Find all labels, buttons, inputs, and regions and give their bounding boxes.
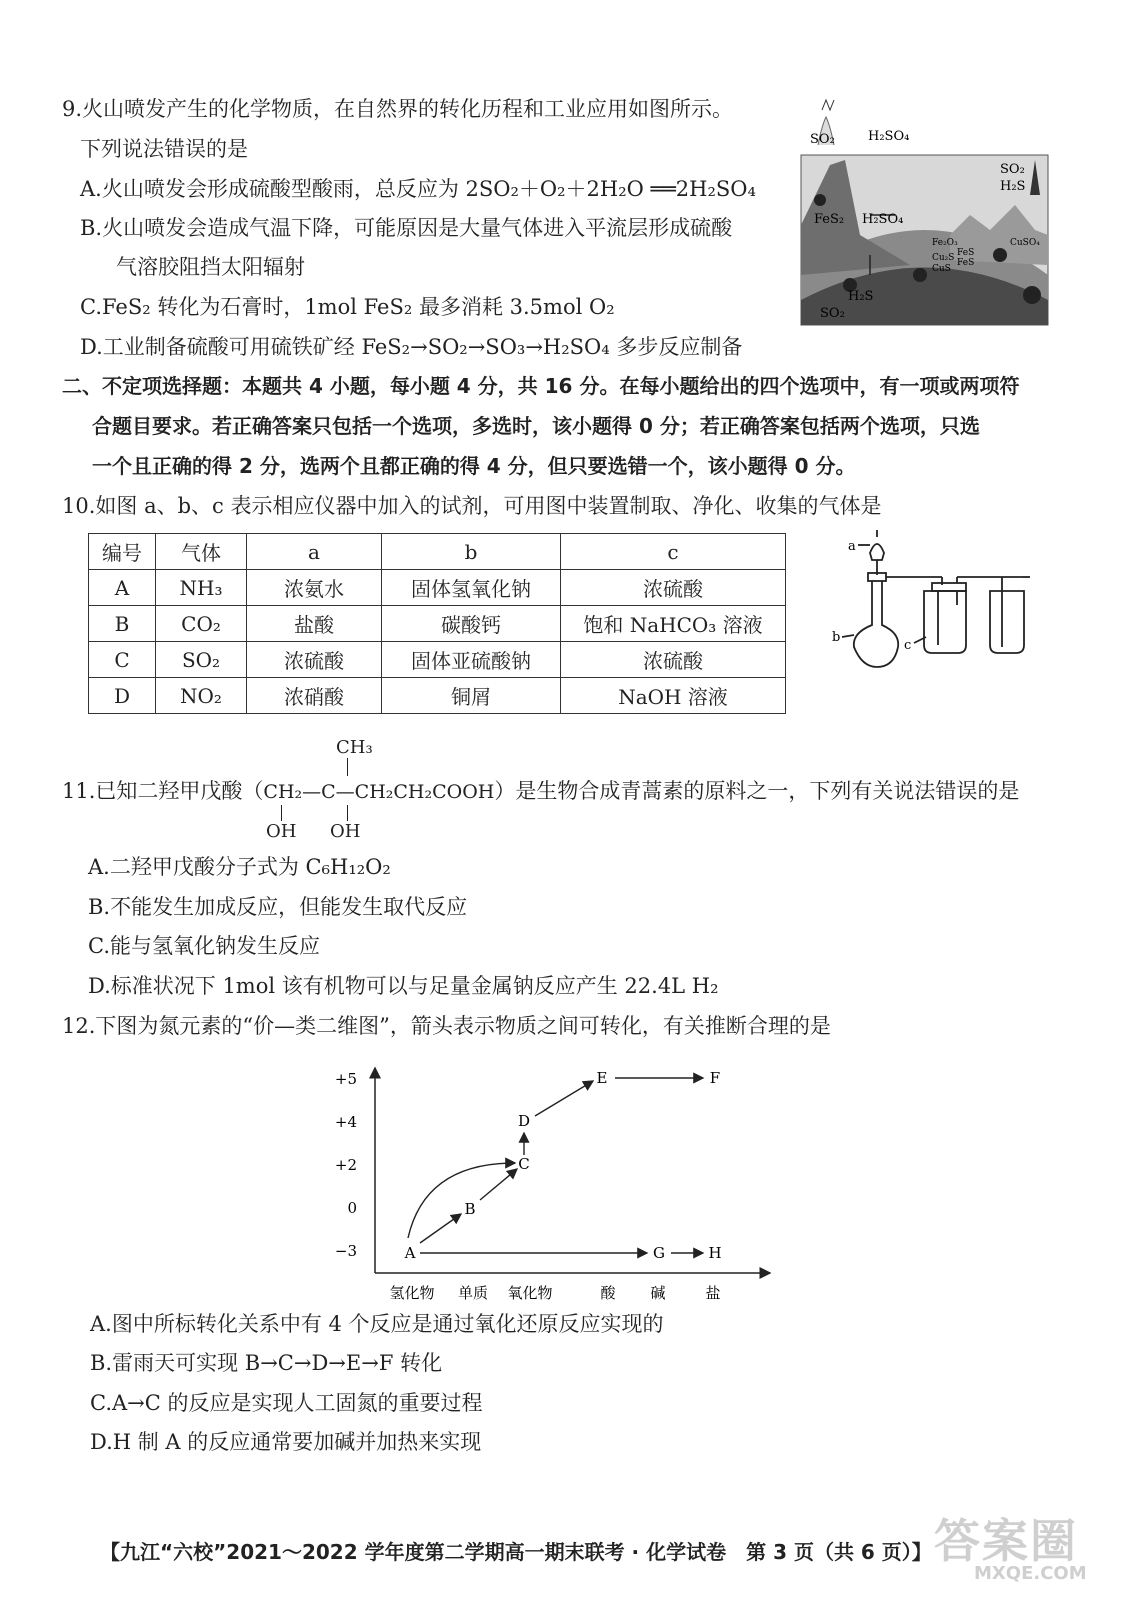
x-tick: 氧化物 — [507, 1284, 553, 1302]
q12-option-c: C.A→C 的反应是实现人工固氮的重要过程 — [90, 1391, 483, 1415]
label-h2so4-top: H₂SO₄ — [868, 129, 910, 144]
header-cell: a — [247, 534, 382, 570]
y-tick: 0 — [347, 1199, 357, 1217]
table-cell: A — [89, 570, 156, 606]
label-c: c — [904, 638, 912, 653]
table-cell: CO₂ — [156, 606, 247, 642]
y-tick: +4 — [334, 1113, 357, 1131]
label-so2-right: SO₂ — [1000, 162, 1025, 177]
table-cell: 盐酸 — [247, 606, 382, 642]
table-cell: 固体亚硫酸钠 — [382, 642, 561, 678]
table-cell: 浓硝酸 — [247, 678, 382, 714]
table-cell: NH₃ — [156, 570, 247, 606]
table-header-row — [89, 534, 786, 570]
table-row — [89, 606, 786, 642]
label-cus: CuS — [932, 264, 951, 274]
label-a: a — [848, 539, 856, 554]
page-footer: 【九江“六校”2021～2022 学年度第二学期高一期末联考 · 化学试卷 第 3 页（共 6 页）】 — [100, 1540, 932, 1564]
table-cell: C — [89, 642, 156, 678]
section2-line2: 合题目要求。若正确答案只包括一个选项，多选时，该小题得 0 分；若正确答案包括两个选项，只选 — [92, 414, 980, 438]
table-row — [89, 678, 786, 714]
label-fe2o3: Fe₂O₃ — [932, 238, 958, 248]
x-tick: 氢化物 — [389, 1284, 435, 1302]
q9-option-b: B.火山喷发会造成气温下降，可能原因是大量气体进入平流层形成硫酸 — [80, 216, 733, 240]
emphasis-dots: 错误 — [164, 137, 206, 161]
emphasis-dots: 错误 — [935, 779, 978, 803]
x-tick: 单质 — [457, 1284, 489, 1302]
q10-stem: 10.如图 a、b、c 表示相应仪器中加入的试剂，可用图中装置制取、净化、收集的气体是 — [62, 494, 882, 518]
q11-option-d: D.标准状况下 1mol 该有机物可以与足量金属钠反应产生 22.4L H₂ — [88, 974, 719, 998]
table-cell: 浓硫酸 — [561, 570, 786, 606]
table-cell: 铜屑 — [382, 678, 561, 714]
point-H: H — [708, 1244, 722, 1262]
formula-main: CH₂—C—CH₂CH₂COOH — [263, 781, 495, 803]
point-F: F — [709, 1069, 721, 1087]
arrow-D-E — [535, 1081, 593, 1116]
header-cell: 编号 — [89, 534, 156, 570]
label-b: b — [832, 630, 841, 645]
arrow-A-B — [420, 1214, 461, 1243]
header-cell: b — [382, 534, 561, 570]
point-A: A — [404, 1244, 416, 1262]
label-fes2: FeS₂ — [814, 212, 845, 227]
x-tick: 酸 — [600, 1284, 616, 1302]
table-cell: NaOH 溶液 — [561, 678, 786, 714]
table-cell: 浓硫酸 — [561, 642, 786, 678]
label-fes-b: FeS — [957, 258, 975, 268]
arrow-A-C — [408, 1163, 515, 1238]
apparatus-figure — [832, 525, 1042, 670]
formula-bond-up — [347, 758, 348, 776]
label-cu2s: Cu₂S — [932, 253, 955, 263]
point-D: D — [517, 1112, 531, 1130]
x-tick: 盐 — [705, 1284, 721, 1302]
table-cell: D — [89, 678, 156, 714]
table-cell: 固体氢氧化钠 — [382, 570, 561, 606]
q11-option-b: B.不能发生加成反应，但能发生取代反应 — [88, 895, 468, 919]
formula-oh-1: OH — [266, 821, 297, 842]
q11-option-c: C.能与氢氧化钠发生反应 — [88, 934, 320, 958]
point-C: C — [518, 1155, 530, 1173]
point-E: E — [596, 1069, 608, 1087]
label-so2-bottom: SO₂ — [820, 306, 845, 321]
point-B: B — [464, 1200, 476, 1218]
table-row — [89, 642, 786, 678]
q11-stem: 11.已知二羟甲戊酸（CH₂—C—CH₂CH₂COOH）是生物合成青蒿素的原料之一，下列有关说法错误的是 — [62, 779, 1020, 803]
q12-stem: 12.下图为氮元素的“价—类二维图”，箭头表示物质之间可转化，有关推断合理的是 — [62, 1014, 831, 1038]
header-cell: 气体 — [156, 534, 247, 570]
arrow-B-C — [480, 1169, 517, 1200]
header-cell: c — [561, 534, 786, 570]
table-cell: NO₂ — [156, 678, 247, 714]
x-tick: 碱 — [650, 1284, 666, 1302]
label-h2s-mid: H₂S — [848, 289, 874, 304]
label-fes-a: FeS — [957, 248, 975, 258]
q9-stem-line2: 下列说法错误的是 — [80, 137, 248, 161]
q9-option-b-cont: 气溶胶阻挡太阳辐射 — [116, 255, 305, 279]
label-h2s-right: H₂S — [1000, 179, 1026, 194]
q10-table — [88, 533, 786, 714]
y-tick: −3 — [334, 1242, 357, 1260]
label-arrow-h2so4: H₂SO₄ — [862, 212, 904, 227]
y-tick: +5 — [334, 1070, 357, 1088]
watermark-logo: 答案圈 MXQE.COM — [934, 1514, 1087, 1584]
table-cell: SO₂ — [156, 642, 247, 678]
q9-stem: 9.火山喷发产生的化学物质，在自然界的转化历程和工业应用如图所示。 — [62, 97, 734, 121]
q12-option-b: B.雷雨天可实现 B→C→D→E→F 转化 — [90, 1351, 443, 1375]
y-tick: +2 — [334, 1156, 357, 1174]
q9-option-a: A.火山喷发会形成硫酸型酸雨，总反应为 2SO₂＋O₂＋2H₂O ══2H₂SO₄ — [80, 177, 756, 201]
q11-option-a: A.二羟甲戊酸分子式为 C₆H₁₂O₂ — [88, 855, 391, 879]
table-cell: 浓硫酸 — [247, 642, 382, 678]
volcano-figure — [800, 95, 1050, 327]
formula-ch3: CH₃ — [336, 737, 373, 758]
label-so2-top: SO₂ — [810, 132, 835, 147]
section2-line1: 二、不定项选择题：本题共 4 小题，每小题 4 分，共 16 分。在每小题给出的四个选项中，有一项或两项符 — [62, 374, 1020, 398]
q9-option-d: D.工业制备硫酸可用硫铁矿经 FeS₂→SO₂→SO₃→H₂SO₄ 多步反应制备 — [80, 335, 743, 359]
table-cell: B — [89, 606, 156, 642]
table-cell: 饱和 NaHCO₃ 溶液 — [561, 606, 786, 642]
q12-option-d: D.H 制 A 的反应通常要加碱并加热来实现 — [90, 1430, 482, 1454]
valence-class-diagram — [325, 1058, 785, 1308]
q12-option-a: A.图中所标转化关系中有 4 个反应是通过氧化还原反应实现的 — [90, 1312, 664, 1336]
table-cell: 碳酸钙 — [382, 606, 561, 642]
table-row — [89, 570, 786, 606]
section2-line3: 一个且正确的得 2 分，选两个且都正确的得 4 分，但只要选错一个，该小题得 0 分。 — [92, 454, 856, 478]
formula-oh-2: OH — [330, 821, 361, 842]
table-cell: 浓氨水 — [247, 570, 382, 606]
label-cuso4: CuSO₄ — [1010, 238, 1040, 248]
q9-option-c: C.FeS₂ 转化为石膏时，1mol FeS₂ 最多消耗 3.5mol O₂ — [80, 295, 615, 319]
point-G: G — [653, 1244, 665, 1262]
